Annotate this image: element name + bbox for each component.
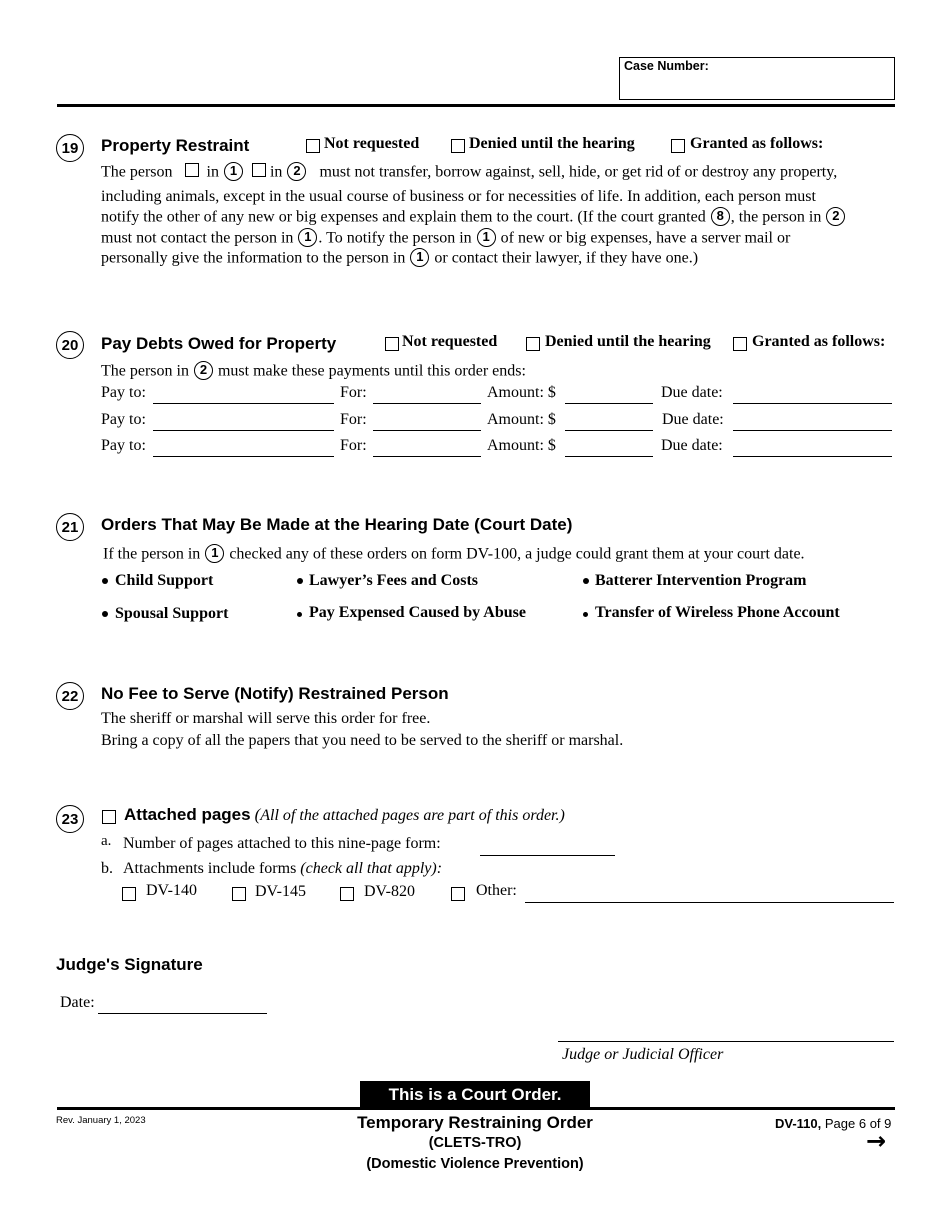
s19-party-2b: 2 xyxy=(826,207,845,226)
s19-line3-b: , the person in xyxy=(730,208,822,226)
s23-title-row xyxy=(124,805,565,825)
amount-field[interactable] xyxy=(565,430,653,431)
s19-line5-b: or contact their lawyer, if they have one.) xyxy=(434,249,699,267)
dv820-label: DV-820 xyxy=(364,883,415,900)
dv140-label: DV-140 xyxy=(146,882,197,899)
s21-item-pay-expenses: Pay Expensed Caused by Abuse xyxy=(309,604,526,621)
s20-not-requested-checkbox[interactable] xyxy=(385,337,399,351)
bullet-icon xyxy=(102,578,108,584)
s19-line4-b: . To notify the person in xyxy=(318,229,472,247)
next-page-arrow-icon: → xyxy=(866,1127,887,1155)
s20-granted-label: Granted as follows: xyxy=(752,333,886,350)
dv145-label: DV-145 xyxy=(255,883,306,900)
pay-to-field[interactable] xyxy=(153,403,334,404)
pay-to-label: Pay to: xyxy=(101,437,146,454)
due-date-label: Due date: xyxy=(662,411,724,428)
section-22-number: 22 xyxy=(56,682,84,710)
s19-line1 xyxy=(101,162,837,183)
s19-party-1c: 1 xyxy=(477,228,496,247)
s22-line2: Bring a copy of all the papers that you need to be served to the sheriff or marshal. xyxy=(101,732,624,749)
s20-granted-checkbox[interactable] xyxy=(733,337,747,351)
amount-label: Amount: $ xyxy=(487,384,556,401)
court-order-text: This is a Court Order. xyxy=(388,1084,562,1104)
judge-signature-title: Judge's Signature xyxy=(56,955,203,974)
s20-intro-b: must make these payments until this order ends: xyxy=(217,362,526,380)
bullet-icon xyxy=(297,612,302,617)
signature-date-field[interactable] xyxy=(98,1013,267,1014)
s20-intro-a: The person in xyxy=(101,362,189,380)
pay-to-label: Pay to: xyxy=(101,411,146,428)
footer-divider xyxy=(57,1107,895,1110)
signature-date-label: Date: xyxy=(60,994,95,1011)
s20-not-requested-label: Not requested xyxy=(402,333,498,350)
s20-denied-checkbox[interactable] xyxy=(526,337,540,351)
amount-field[interactable] xyxy=(565,403,653,404)
s19-granted-checkbox[interactable] xyxy=(671,139,685,153)
form-title: Temporary Restraining Order xyxy=(357,1113,593,1132)
section-19-number: 19 xyxy=(56,134,84,162)
s19-line3-a: notify the other of any new or big expenses and explain them to the court. (If the court granted xyxy=(101,208,706,226)
due-date-label: Due date: xyxy=(661,437,723,454)
due-date-field[interactable] xyxy=(733,430,892,431)
section-21-number: 21 xyxy=(56,513,84,541)
s19-denied-checkbox[interactable] xyxy=(451,139,465,153)
bullet-icon xyxy=(583,578,589,584)
for-field[interactable] xyxy=(373,430,481,431)
s23-a-text: Number of pages attached to this nine-page form: xyxy=(123,835,441,852)
section-20-number: 20 xyxy=(56,331,84,359)
pages-attached-field[interactable] xyxy=(480,855,615,856)
form-subtitle-clets: (CLETS-TRO) xyxy=(428,1135,522,1151)
for-field[interactable] xyxy=(373,403,481,404)
s19-party-1b: 1 xyxy=(298,228,317,247)
bullet-icon xyxy=(583,612,588,617)
s19-line3 xyxy=(101,207,846,228)
other-form-field[interactable] xyxy=(525,902,894,903)
for-label: For: xyxy=(340,411,367,428)
section-22-title: No Fee to Serve (Notify) Restrained Person xyxy=(101,684,449,703)
s23-title-note: All of the attached pages are part of this order.) xyxy=(260,807,565,824)
s19-line4-c: of new or big expenses, have a server mail or xyxy=(500,229,791,247)
s19-line1-rest: must not transfer, borrow against, sell, hide, or get rid of or destroy any property, xyxy=(319,163,838,181)
s21-intro-b: checked any of these orders on form DV-100, a judge could grant them at your court date. xyxy=(229,545,805,563)
s23-b-text: Attachments include forms xyxy=(123,860,297,877)
bullet-icon xyxy=(102,611,108,617)
for-label: For: xyxy=(340,384,367,401)
for-label: For: xyxy=(340,437,367,454)
s19-party-1: 1 xyxy=(224,162,243,181)
s21-item-lawyer-fees: Lawyer’s Fees and Costs xyxy=(309,572,479,589)
section-21-title: Orders That May Be Made at the Hearing Date (Court Date) xyxy=(101,515,573,534)
case-number-label: Case Number: xyxy=(624,59,709,73)
s19-line5 xyxy=(101,248,698,269)
page-number: Page 6 of 9 xyxy=(824,1116,892,1131)
judge-officer-label: Judge or Judicial Officer xyxy=(562,1046,724,1063)
s21-item-spousal-support: Spousal Support xyxy=(115,605,229,622)
due-date-label: Due date: xyxy=(661,384,723,401)
dv145-checkbox[interactable] xyxy=(232,887,246,901)
s19-line2: including animals, except in the usual course of business or for necessities of life. In addition, each person must xyxy=(101,188,816,205)
s19-line4-a: must not contact the person in xyxy=(101,229,294,247)
s19-not-requested-label: Not requested xyxy=(324,135,420,152)
header-divider xyxy=(57,104,895,107)
s20-denied-label: Denied until the hearing xyxy=(545,333,711,350)
amount-label: Amount: $ xyxy=(487,437,556,454)
court-order-banner xyxy=(360,1081,590,1108)
s19-order-8: 8 xyxy=(711,207,730,226)
form-title-block xyxy=(300,1112,650,1174)
s23-b-note: (check all that apply): xyxy=(300,860,443,877)
s19-line4 xyxy=(101,228,790,249)
s23-b-row xyxy=(123,860,442,878)
s22-line1: The sheriff or marshal will serve this order for free. xyxy=(101,710,431,727)
amount-field[interactable] xyxy=(565,456,653,457)
revision-date: Rev. January 1, 2023 xyxy=(56,1115,146,1126)
s19-in-1: in xyxy=(206,163,219,181)
amount-label: Amount: $ xyxy=(487,411,556,428)
section-20-title: Pay Debts Owed for Property xyxy=(101,334,337,353)
other-form-checkbox[interactable] xyxy=(451,887,465,901)
section-23-title: Attached pages xyxy=(124,805,251,824)
section-19-title: Property Restraint xyxy=(101,136,250,155)
s19-the-person: The person xyxy=(101,163,173,181)
s23-b-label: b. xyxy=(101,860,113,877)
s21-item-child-support: Child Support xyxy=(115,572,214,589)
due-date-field[interactable] xyxy=(733,403,892,404)
s19-party-1d: 1 xyxy=(410,248,429,267)
s19-line5-a: personally give the information to the person in xyxy=(101,249,406,267)
s19-person2-checkbox[interactable] xyxy=(252,163,266,177)
s20-party-2: 2 xyxy=(194,361,213,380)
s23-paren-open: ( xyxy=(254,805,261,824)
dv820-checkbox[interactable] xyxy=(340,887,354,901)
due-date-field[interactable] xyxy=(733,456,892,457)
dv140-checkbox[interactable] xyxy=(122,887,136,901)
section-23-number: 23 xyxy=(56,805,84,833)
s20-intro xyxy=(101,361,526,382)
s19-in-2: in xyxy=(269,163,283,181)
s19-denied-label: Denied until the hearing xyxy=(469,135,635,152)
s19-party-2: 2 xyxy=(287,162,306,181)
s19-granted-label: Granted as follows: xyxy=(690,135,824,152)
s21-party-1: 1 xyxy=(205,544,224,563)
bullet-icon xyxy=(297,578,303,584)
other-label: Other: xyxy=(476,882,517,899)
for-field[interactable] xyxy=(373,456,481,457)
s23-a-label: a. xyxy=(101,833,112,849)
s19-not-requested-checkbox[interactable] xyxy=(306,139,320,153)
case-number-box[interactable] xyxy=(619,57,895,100)
judge-signature-field[interactable] xyxy=(558,1041,894,1042)
pay-to-label: Pay to: xyxy=(101,384,146,401)
form-subtitle-dv: (Domestic Violence Prevention) xyxy=(366,1156,584,1172)
s21-intro-a: If the person in xyxy=(103,545,201,563)
s21-item-batterer-program: Batterer Intervention Program xyxy=(595,572,807,589)
s21-item-wireless-transfer: Transfer of Wireless Phone Account xyxy=(595,604,840,621)
pay-to-field[interactable] xyxy=(153,430,334,431)
s19-person1-checkbox[interactable] xyxy=(185,163,199,177)
s21-intro xyxy=(103,544,805,565)
form-id: DV-110, xyxy=(775,1116,822,1131)
pay-to-field[interactable] xyxy=(153,456,334,457)
attached-pages-checkbox[interactable] xyxy=(102,810,116,824)
